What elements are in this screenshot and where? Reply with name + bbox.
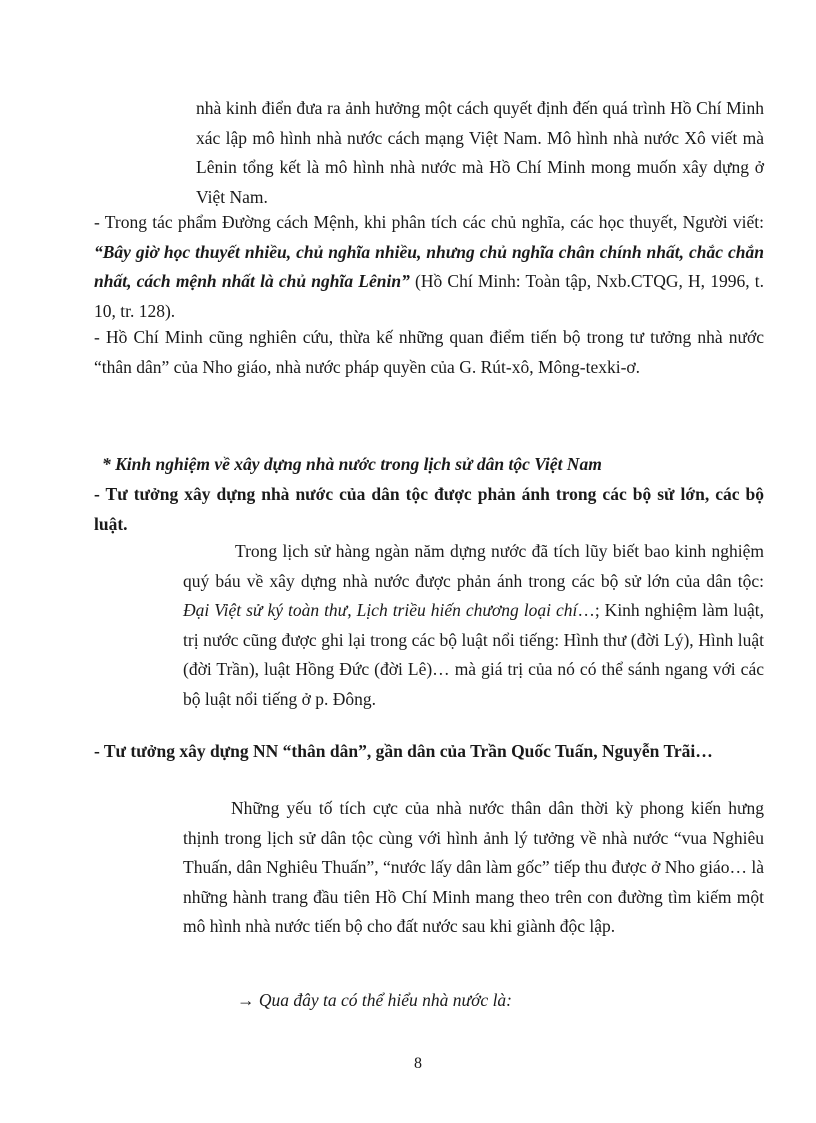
arrow-icon: → xyxy=(237,989,255,1010)
subheading-than-dan: - Tư tưởng xây dựng NN “thân dân”, gần dân của Trần Quốc Tuấn, Nguyễn Trãi… xyxy=(94,741,713,761)
conclusion-line xyxy=(237,986,512,1016)
lenin-quote: “Bây giờ học thuyết nhiều, chủ nghĩa nhiều, nhưng chủ nghĩa chân chính nhất, chắc chắn nhất, cách mệnh nhất là chủ nghĩa Lênin” xyxy=(94,241,764,291)
section-heading: * Kinh nghiệm về xây dựng nhà nước trong lịch sử dân tộc Việt Nam xyxy=(102,454,602,474)
page-number: 8 xyxy=(414,1055,422,1072)
history-book-titles: Đại Việt sử ký toàn thư, Lịch triều hiến chương loại chí xyxy=(183,600,578,620)
paragraph-history-experience xyxy=(183,537,764,714)
conclusion-text: Qua đây ta có thể hiểu nhà nước là: xyxy=(254,989,513,1010)
bullet-ke-thua: - Hồ Chí Minh cũng nghiên cứu, thừa kế những quan điểm tiến bộ trong tư tưởng nhà nước “thân dân” của Nho giáo, nhà nước pháp quyền của G. Rút-xô, Mông-texki-ơ. xyxy=(94,327,764,377)
quote-citation: (Hồ Chí Minh: Toàn tập, Nxb.CTQG, H, 1996, t. 10, tr. 128). xyxy=(94,271,765,321)
bullet-duong-cach-menh xyxy=(94,208,764,326)
paragraph-than-dan: Những yếu tố tích cực của nhà nước thân dân thời kỳ phong kiến hưng thịnh trong lịch sử dân tộc cùng với hình ảnh lý tưởng về nhà nước “vua Nghiêu Thuấn, dân Nghiêu Thuấn”, “nước lấy dân làm gốc” tiếp thu được ở Nho giáo… là những hành trang đầu tiên Hồ Chí Minh mang theo trên con đường tìm kiếm một mô hình nhà nước tiến bộ cho đất nước sau khi giành độc lập. xyxy=(183,798,764,936)
paragraph-text-after: …; Kinh nghiệm làm luật, trị nước cũng được ghi lại trong các bộ luật nổi tiếng: Hình thư (đời Lý), Hình luật (đời Trần), luật Hồng Đức (đời Lê)… mà giá trị của nó có thể sánh ngang với các bộ luật nổi tiếng ở p. Đông. xyxy=(183,600,764,709)
paragraph-text-before: Trong lịch sử hàng ngàn năm dựng nước đã tích lũy biết bao kinh nghiệm quý báu về xây dựng nhà nước được phản ánh trong các bộ sử lớn của dân tộc: xyxy=(183,541,764,591)
subheading-history-books: - Tư tưởng xây dựng nhà nước của dân tộc được phản ánh trong các bộ sử lớn, các bộ luật. xyxy=(94,484,764,534)
bullet-lead-text: - Trong tác phẩm Đường cách Mệnh, khi phân tích các chủ nghĩa, các học thuyết, Người viết: xyxy=(94,212,764,232)
continued-paragraph: nhà kinh điển đưa ra ảnh hưởng một cách quyết định đến quá trình Hồ Chí Minh xác lập mô hình nhà nước cách mạng Việt Nam. Mô hình nhà nước Xô viết mà Lênin tổng kết là mô hình nhà nước mà Hồ Chí Minh mong muốn xây dựng ở Việt Nam. xyxy=(196,98,764,207)
